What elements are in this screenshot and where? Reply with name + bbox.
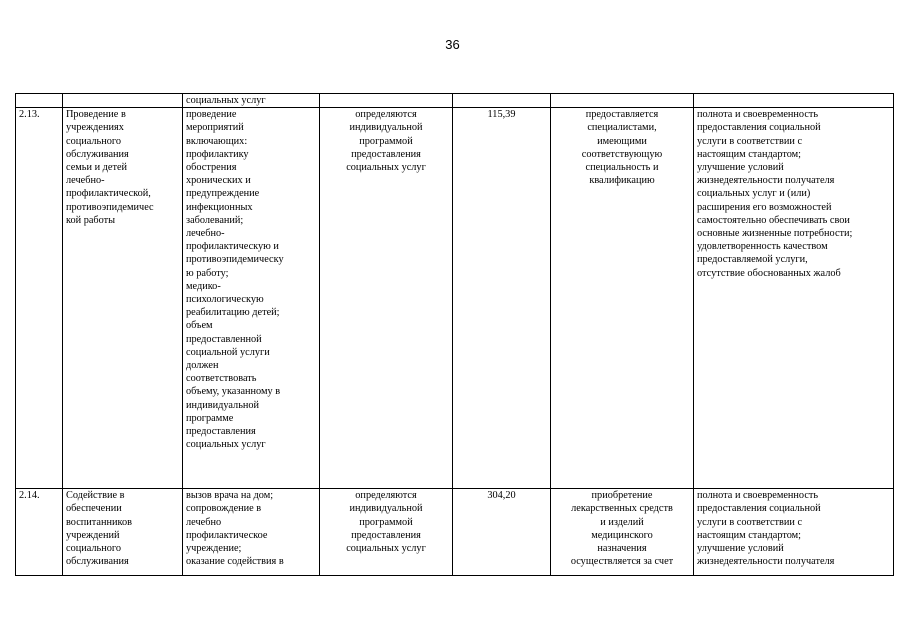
cell-line: жизнедеятельности получателя [697, 175, 835, 187]
cell-terms [320, 108, 453, 489]
cell-line: заболеваний; [186, 214, 244, 226]
cell-price [453, 94, 551, 108]
cell-quality [694, 94, 894, 108]
cell-line: жизнедеятельности получателя [697, 556, 835, 568]
cell-line: социальных услуг [346, 162, 426, 174]
cell-line: предоставления [186, 426, 256, 438]
cell-description [183, 489, 320, 576]
cell-line: определяются [355, 109, 417, 121]
cell-line: услуги в соответствии с [697, 516, 803, 528]
cell-num [16, 94, 63, 108]
cell-line: назначения [597, 543, 647, 555]
table-row [16, 108, 894, 489]
cell-line: определяются [355, 490, 417, 502]
cell-line: соответствующую [581, 148, 663, 160]
cell-line: воспитанников [66, 516, 133, 528]
cell-conditions [551, 94, 694, 108]
cell-line: услуги в соответствии с [697, 135, 803, 147]
table-row [16, 489, 894, 576]
cell-line: улучшение условий [697, 162, 784, 174]
cell-line: лечебно- [66, 175, 105, 187]
cell-line: кой работы [66, 214, 116, 226]
cell-line: осуществляется за счет [570, 556, 674, 568]
cell-line: расширения его возможностей [697, 201, 832, 213]
cell-line: лечебно [186, 516, 222, 528]
table-row-continuation [16, 94, 894, 108]
cell-line: реабилитацию детей; [186, 307, 280, 319]
cell-line: индивидуальной [349, 503, 423, 515]
cell-line: учреждениях [66, 122, 124, 134]
cell-line: ю работу; [186, 267, 229, 279]
cell-line: специалистами, [587, 122, 657, 134]
cell-price: 304,20 [453, 489, 551, 576]
cell-quality [694, 108, 894, 489]
cell-line: основные жизненные потребности; [697, 228, 853, 240]
cell-line: программой [359, 516, 413, 528]
cell-line: обслуживания [66, 148, 129, 160]
cell-service [63, 94, 183, 108]
cell-line: мероприятий [186, 122, 244, 134]
cell-line: учреждений [66, 529, 120, 541]
cell-line: сопровождение в [186, 503, 262, 515]
cell-line: предоставленной [186, 333, 262, 345]
cell-line: социальных услуг [186, 95, 266, 106]
cell-num: 2.13. [16, 108, 63, 489]
cell-line: полнота и своевременность [697, 109, 819, 121]
cell-line: квалификацию [589, 175, 655, 187]
cell-line: вызов врача на дом; [186, 490, 274, 502]
cell-line: Проведение в [66, 109, 126, 121]
cell-line: имеющими [597, 135, 647, 147]
cell-line: отсутствие обоснованных жалоб [697, 267, 841, 279]
cell-line: социальных услуг [346, 543, 426, 555]
cell-line: профилактическое [186, 529, 268, 541]
cell-line: обслуживания [66, 556, 129, 568]
cell-line: обострения [186, 162, 237, 174]
cell-line: настоящим стандартом; [697, 529, 802, 541]
cell-line: лекарственных средств [571, 503, 673, 515]
cell-line: социального [66, 543, 122, 555]
services-table [15, 93, 894, 576]
cell-line: предоставляется [585, 109, 659, 121]
cell-line: лечебно- [186, 228, 225, 240]
cell-line: настоящим стандартом; [697, 148, 802, 160]
cell-description [183, 94, 320, 108]
cell-line: программе [186, 412, 234, 424]
page-number: 36 [445, 37, 460, 52]
cell-num: 2.14. [16, 489, 63, 576]
cell-line: предоставляемой услуги, [697, 254, 808, 266]
cell-line: социальной услуги [186, 346, 270, 358]
cell-line: приобретение [591, 490, 653, 502]
cell-line: социальных услуг и (или) [697, 188, 811, 200]
cell-line: и изделий [600, 516, 644, 528]
cell-line: объему, указанному в [186, 386, 281, 398]
cell-quality [694, 489, 894, 576]
cell-line: учреждение; [186, 543, 242, 555]
cell-line: удовлетворенность качеством [697, 241, 828, 253]
cell-line: улучшение условий [697, 543, 784, 555]
cell-line: семьи и детей [66, 162, 128, 174]
cell-line: оказание содействия в [186, 556, 284, 568]
cell-line: предоставления [351, 148, 421, 160]
cell-line: самостоятельно обеспечивать свои [697, 214, 850, 226]
cell-line: социальных услуг [186, 439, 266, 451]
cell-line: предоставления социальной [697, 503, 821, 515]
cell-line: инфекционных [186, 201, 253, 213]
cell-line: психологическую [186, 294, 264, 306]
cell-line: проведение [186, 109, 237, 121]
cell-line: хронических и [186, 175, 251, 187]
cell-line: полнота и своевременность [697, 490, 819, 502]
cell-line: Содействие в [66, 490, 125, 502]
cell-line: противоэпидемичес [66, 201, 154, 213]
cell-line: индивидуальной [349, 122, 423, 134]
cell-line: профилактику [186, 148, 249, 160]
cell-line: социального [66, 135, 122, 147]
cell-price: 115,39 [453, 108, 551, 489]
cell-line: предоставления [351, 529, 421, 541]
cell-line: соответствовать [186, 373, 257, 385]
cell-line: программой [359, 135, 413, 147]
cell-description [183, 108, 320, 489]
cell-line: предупреждение [186, 188, 260, 200]
cell-line: специальность и [585, 162, 659, 174]
cell-line: объем [186, 320, 213, 332]
cell-conditions [551, 108, 694, 489]
cell-line: индивидуальной [186, 399, 260, 411]
cell-line: должен [186, 360, 219, 372]
cell-line: профилактической, [66, 188, 151, 200]
cell-conditions [551, 489, 694, 576]
cell-service [63, 108, 183, 489]
cell-line: медико- [186, 280, 221, 292]
cell-line: включающих: [186, 135, 248, 147]
cell-service [63, 489, 183, 576]
cell-line: противоэпидемическу [186, 254, 284, 266]
cell-line: предоставления социальной [697, 122, 821, 134]
cell-terms [320, 94, 453, 108]
cell-terms [320, 489, 453, 576]
cell-line: медицинского [591, 529, 653, 541]
cell-line: профилактическую и [186, 241, 279, 253]
cell-line: обеспечении [66, 503, 122, 515]
